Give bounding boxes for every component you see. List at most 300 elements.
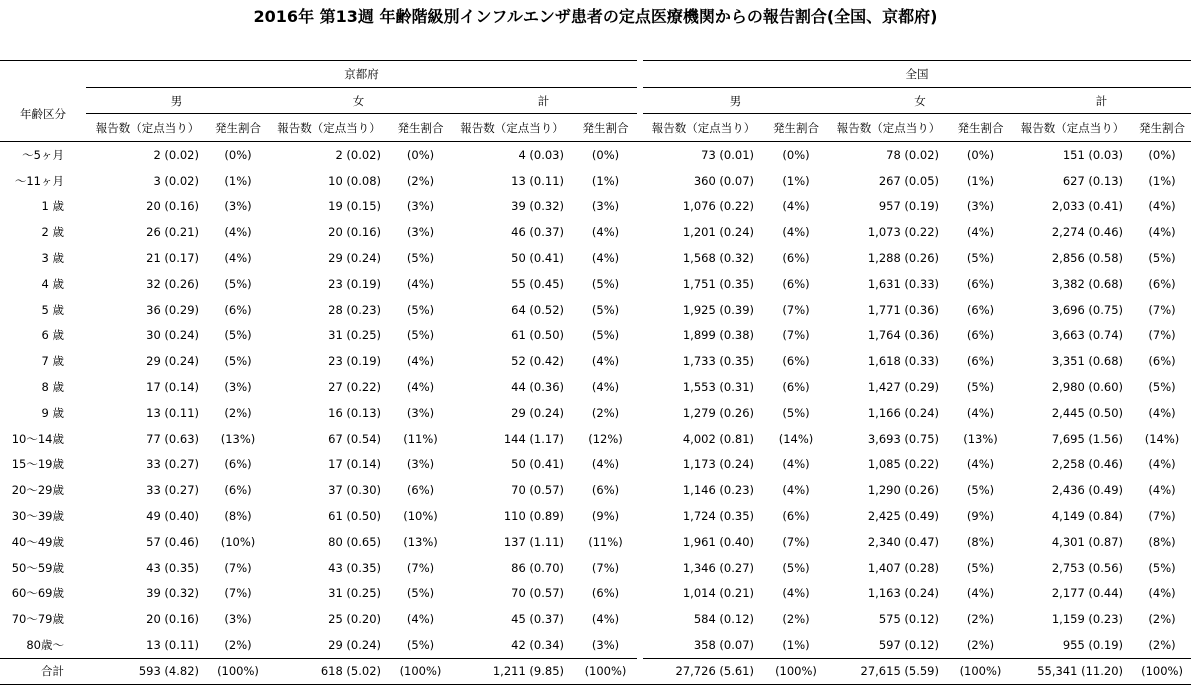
rate-cell: (11%): [403, 431, 438, 446]
count-cell: 4,002 (0.81): [682, 431, 754, 446]
rate-cell: (0%): [966, 147, 995, 162]
count-cell: 1,724 (0.35): [682, 509, 754, 524]
table-row: [0, 555, 1191, 581]
count-cell: 77 (0.63): [146, 431, 199, 446]
header-count: 報告数（定点当り）: [643, 114, 764, 142]
rate-cell: (5%): [966, 560, 995, 575]
count-cell: 2,753 (0.56): [1051, 560, 1123, 575]
count-cell: 2 (0.02): [335, 147, 381, 162]
rate-cell: (2%): [1148, 638, 1176, 653]
rate-cell: (4%): [782, 457, 810, 472]
count-cell: 42 (0.34): [511, 638, 564, 653]
rate-cell: (3%): [966, 199, 995, 214]
total-row: [0, 658, 1191, 684]
rate-cell: (5%): [406, 302, 435, 317]
rate-cell: (4%): [591, 457, 620, 472]
age-label: 50～59歳: [11, 560, 64, 575]
rate-cell: (5%): [966, 251, 995, 266]
count-cell: 28 (0.23): [328, 302, 381, 317]
rate-cell: (8%): [1148, 534, 1176, 549]
rate-cell: (6%): [782, 276, 810, 291]
count-cell: 1,407 (0.28): [867, 560, 939, 575]
table-row: [0, 400, 1191, 426]
header-rate: 発生割合: [949, 114, 1012, 142]
rate-cell: (4%): [966, 586, 995, 601]
header-blank: [0, 61, 86, 88]
rate-cell: (100%): [1133, 658, 1191, 684]
rate-cell: (6%): [966, 302, 995, 317]
count-cell: 1,346 (0.27): [682, 560, 754, 575]
header-count: 報告数（定点当り）: [86, 114, 209, 142]
count-cell: 3 (0.02): [153, 173, 199, 188]
rate-cell: (4%): [224, 225, 252, 240]
rate-cell: (5%): [406, 328, 435, 343]
rate-cell: (6%): [966, 354, 995, 369]
rate-cell: (7%): [224, 586, 252, 601]
count-cell: 1,553 (0.31): [682, 380, 754, 395]
rate-cell: (2%): [1148, 612, 1176, 627]
rate-cell: (1%): [782, 638, 810, 653]
table-body: [0, 142, 1191, 685]
count-cell: 78 (0.02): [886, 147, 939, 162]
rate-cell: (8%): [224, 509, 252, 524]
count-cell: 20 (0.16): [146, 199, 199, 214]
count-cell: 955 (0.19): [1062, 638, 1123, 653]
rate-cell: (5%): [966, 380, 995, 395]
rate-cell: (7%): [406, 560, 435, 575]
rate-cell: (4%): [406, 380, 435, 395]
header-national: 全国: [643, 61, 1191, 88]
rate-cell: (5%): [406, 638, 435, 653]
count-cell: 67 (0.54): [328, 431, 381, 446]
age-label: 15～19歳: [11, 457, 64, 472]
count-cell: 31 (0.25): [328, 586, 381, 601]
count-cell: 70 (0.57): [511, 586, 564, 601]
rate-cell: (6%): [224, 302, 252, 317]
count-cell: 1,288 (0.26): [867, 251, 939, 266]
header-rate: 発生割合: [574, 114, 637, 142]
rate-cell: (2%): [224, 405, 252, 420]
count-cell: 1,173 (0.24): [682, 457, 754, 472]
rate-cell: (4%): [591, 225, 620, 240]
rate-cell: (0%): [224, 147, 252, 162]
rate-cell: (5%): [224, 276, 252, 291]
rate-cell: (5%): [782, 560, 810, 575]
count-cell: 55,341 (11.20): [1012, 658, 1133, 684]
rate-cell: (6%): [966, 328, 995, 343]
count-cell: 30 (0.24): [146, 328, 199, 343]
count-cell: 7,695 (1.56): [1051, 431, 1123, 446]
count-cell: 1,764 (0.36): [867, 328, 939, 343]
rate-cell: (4%): [782, 199, 810, 214]
rate-cell: (2%): [591, 405, 620, 420]
rate-cell: (11%): [588, 534, 623, 549]
rate-cell: (7%): [1148, 302, 1176, 317]
age-label: 3 歳: [41, 251, 64, 266]
count-cell: 61 (0.50): [328, 509, 381, 524]
count-cell: 55 (0.45): [511, 276, 564, 291]
count-cell: 1,279 (0.26): [682, 405, 754, 420]
count-cell: 1,618 (0.33): [867, 354, 939, 369]
count-cell: 73 (0.01): [701, 147, 754, 162]
count-cell: 17 (0.14): [328, 457, 381, 472]
rate-cell: (2%): [966, 638, 995, 653]
rate-cell: (4%): [1148, 199, 1176, 214]
age-label: ～11ヶ月: [14, 173, 64, 188]
count-cell: 45 (0.37): [511, 612, 564, 627]
count-cell: 29 (0.24): [328, 251, 381, 266]
age-label: 4 歳: [41, 276, 64, 291]
table-row: [0, 529, 1191, 555]
rate-cell: (4%): [782, 483, 810, 498]
age-label: 1 歳: [41, 199, 64, 214]
rate-cell: (5%): [591, 328, 620, 343]
count-cell: 2,340 (0.47): [867, 534, 939, 549]
count-cell: 32 (0.26): [146, 276, 199, 291]
count-cell: 39 (0.32): [511, 199, 564, 214]
rate-cell: (3%): [591, 199, 620, 214]
rate-cell: (4%): [224, 251, 252, 266]
count-cell: 37 (0.30): [328, 483, 381, 498]
table-row: [0, 245, 1191, 271]
rate-cell: (6%): [782, 509, 810, 524]
count-cell: 110 (0.89): [503, 509, 564, 524]
rate-cell: (5%): [406, 251, 435, 266]
table-row: [0, 168, 1191, 194]
rate-cell: (4%): [966, 405, 995, 420]
count-cell: 144 (1.17): [503, 431, 564, 446]
count-cell: 151 (0.03): [1062, 147, 1123, 162]
count-cell: 43 (0.35): [328, 560, 381, 575]
rate-cell: (3%): [406, 405, 435, 420]
count-cell: 80 (0.65): [328, 534, 381, 549]
rate-cell: (100%): [209, 658, 267, 684]
rate-cell: (4%): [591, 380, 620, 395]
table-row: [0, 581, 1191, 607]
count-cell: 1,427 (0.29): [867, 380, 939, 395]
age-label: 30～39歳: [11, 509, 64, 524]
rate-cell: (4%): [1148, 457, 1176, 472]
count-cell: 1,163 (0.24): [867, 586, 939, 601]
count-cell: 360 (0.07): [693, 173, 754, 188]
rate-cell: (4%): [406, 612, 435, 627]
count-cell: 2,274 (0.46): [1051, 225, 1123, 240]
age-label: 80歳～: [26, 638, 64, 653]
count-cell: 43 (0.35): [146, 560, 199, 575]
rate-cell: (100%): [949, 658, 1012, 684]
rate-cell: (100%): [574, 658, 637, 684]
rate-cell: (3%): [224, 380, 252, 395]
rate-cell: (3%): [406, 199, 435, 214]
count-cell: 627 (0.13): [1062, 173, 1123, 188]
table-row: [0, 503, 1191, 529]
header-rate: 発生割合: [391, 114, 450, 142]
header-kyoto-total: 計: [450, 88, 637, 114]
age-label: 40～49歳: [11, 534, 64, 549]
count-cell: 33 (0.27): [146, 457, 199, 472]
rate-cell: (5%): [1148, 380, 1176, 395]
count-cell: 29 (0.24): [328, 638, 381, 653]
count-cell: 1,014 (0.21): [682, 586, 754, 601]
count-cell: 1,733 (0.35): [682, 354, 754, 369]
count-cell: 50 (0.41): [511, 251, 564, 266]
header-kyoto-female: 女: [267, 88, 450, 114]
rate-cell: (5%): [1148, 560, 1176, 575]
count-cell: 597 (0.12): [878, 638, 939, 653]
count-cell: 137 (1.11): [503, 534, 564, 549]
age-label: 9 歳: [41, 405, 64, 420]
rate-cell: (4%): [591, 612, 620, 627]
count-cell: 2,445 (0.50): [1051, 405, 1123, 420]
age-label: ～5ヶ月: [22, 147, 64, 162]
rate-cell: (9%): [966, 509, 995, 524]
table-row: [0, 374, 1191, 400]
age-label: 20～29歳: [11, 483, 64, 498]
count-cell: 2,436 (0.49): [1051, 483, 1123, 498]
rate-cell: (0%): [591, 147, 620, 162]
rate-cell: (6%): [1148, 276, 1176, 291]
rate-cell: (6%): [782, 251, 810, 266]
table-row: [0, 477, 1191, 503]
age-label: 合計: [0, 658, 86, 684]
header-count: 報告数（定点当り）: [450, 114, 574, 142]
count-cell: 618 (5.02): [267, 658, 391, 684]
count-cell: 29 (0.24): [146, 354, 199, 369]
count-cell: 17 (0.14): [146, 380, 199, 395]
rate-cell: (6%): [406, 483, 435, 498]
age-label: 60～69歳: [11, 586, 64, 601]
count-cell: 1,925 (0.39): [682, 302, 754, 317]
count-cell: 27 (0.22): [328, 380, 381, 395]
rate-cell: (100%): [764, 658, 828, 684]
count-cell: 33 (0.27): [146, 483, 199, 498]
count-cell: 2,425 (0.49): [867, 509, 939, 524]
count-cell: 1,290 (0.26): [867, 483, 939, 498]
table-row: [0, 219, 1191, 245]
count-cell: 57 (0.46): [146, 534, 199, 549]
rate-cell: (6%): [591, 586, 620, 601]
count-cell: 1,085 (0.22): [867, 457, 939, 472]
count-cell: 2,856 (0.58): [1051, 251, 1123, 266]
count-cell: 31 (0.25): [328, 328, 381, 343]
count-cell: 1,961 (0.40): [682, 534, 754, 549]
rate-cell: (4%): [782, 586, 810, 601]
rate-cell: (10%): [220, 534, 256, 549]
count-cell: 593 (4.82): [86, 658, 209, 684]
count-cell: 1,631 (0.33): [867, 276, 939, 291]
count-cell: 1,159 (0.23): [1051, 612, 1123, 627]
rate-cell: (5%): [782, 405, 810, 420]
count-cell: 21 (0.17): [146, 251, 199, 266]
rate-cell: (4%): [782, 225, 810, 240]
count-cell: 36 (0.29): [146, 302, 199, 317]
count-cell: 1,751 (0.35): [682, 276, 754, 291]
header-age-group: 年齢区分: [0, 88, 86, 142]
rate-cell: (1%): [224, 173, 252, 188]
count-cell: 4,301 (0.87): [1051, 534, 1123, 549]
rate-cell: (6%): [782, 354, 810, 369]
count-cell: 584 (0.12): [693, 612, 754, 627]
count-cell: 267 (0.05): [878, 173, 939, 188]
rate-cell: (3%): [224, 199, 252, 214]
count-cell: 2,980 (0.60): [1051, 380, 1123, 395]
count-cell: 3,696 (0.75): [1051, 302, 1123, 317]
rate-cell: (6%): [782, 380, 810, 395]
table-row: [0, 142, 1191, 168]
rate-cell: (13%): [963, 431, 998, 446]
rate-cell: (2%): [966, 612, 995, 627]
rate-cell: (6%): [1148, 354, 1176, 369]
count-cell: 39 (0.32): [146, 586, 199, 601]
age-label: 7 歳: [41, 354, 64, 369]
count-cell: 358 (0.07): [693, 638, 754, 653]
age-label: 8 歳: [41, 380, 64, 395]
count-cell: 13 (0.11): [146, 405, 199, 420]
rate-cell: (0%): [1148, 147, 1176, 162]
count-cell: 1,568 (0.32): [682, 251, 754, 266]
count-cell: 70 (0.57): [511, 483, 564, 498]
header-count: 報告数（定点当り）: [828, 114, 949, 142]
rate-cell: (5%): [591, 302, 620, 317]
count-cell: 3,663 (0.74): [1051, 328, 1123, 343]
page-title: 2016年 第13週 年齢階級別インフルエンザ患者の定点医療機関からの報告割合(全国、京都府): [253, 7, 938, 26]
rate-cell: (13%): [403, 534, 438, 549]
rate-cell: (5%): [966, 483, 995, 498]
table-row: [0, 452, 1191, 478]
count-cell: 3,382 (0.68): [1051, 276, 1123, 291]
count-cell: 23 (0.19): [328, 276, 381, 291]
table-row: [0, 323, 1191, 349]
rate-cell: (5%): [224, 354, 252, 369]
rate-cell: (9%): [591, 509, 620, 524]
age-label: 5 歳: [41, 302, 64, 317]
count-cell: 29 (0.24): [511, 405, 564, 420]
rate-cell: (4%): [1148, 586, 1176, 601]
count-cell: 46 (0.37): [511, 225, 564, 240]
rate-cell: (13%): [220, 431, 256, 446]
count-cell: 1,073 (0.22): [867, 225, 939, 240]
count-cell: 4,149 (0.84): [1051, 509, 1123, 524]
rate-cell: (4%): [1148, 405, 1176, 420]
count-cell: 2,033 (0.41): [1051, 199, 1123, 214]
rate-cell: (0%): [406, 147, 435, 162]
count-cell: 20 (0.16): [146, 612, 199, 627]
header-rate: 発生割合: [764, 114, 828, 142]
rate-cell: (4%): [406, 354, 435, 369]
rate-cell: (4%): [1148, 225, 1176, 240]
rate-cell: (3%): [224, 612, 252, 627]
age-label: 6 歳: [41, 328, 64, 343]
age-label: 70～79歳: [11, 612, 64, 627]
header-national-male: 男: [643, 88, 828, 114]
header-count: 報告数（定点当り）: [1012, 114, 1133, 142]
rate-cell: (4%): [1148, 483, 1176, 498]
rate-cell: (7%): [591, 560, 620, 575]
rate-cell: (1%): [966, 173, 995, 188]
count-cell: 1,146 (0.23): [682, 483, 754, 498]
header-rate: 発生割合: [209, 114, 267, 142]
count-cell: 86 (0.70): [511, 560, 564, 575]
rate-cell: (5%): [224, 328, 252, 343]
count-cell: 1,771 (0.36): [867, 302, 939, 317]
rate-cell: (7%): [1148, 328, 1176, 343]
count-cell: 2 (0.02): [153, 147, 199, 162]
count-cell: 49 (0.40): [146, 509, 199, 524]
rate-cell: (8%): [966, 534, 995, 549]
rate-cell: (6%): [224, 483, 252, 498]
header-national-female: 女: [828, 88, 1012, 114]
header-kyoto: 京都府: [86, 61, 637, 88]
rate-cell: (10%): [403, 509, 438, 524]
count-cell: 64 (0.52): [511, 302, 564, 317]
count-cell: 25 (0.20): [328, 612, 381, 627]
count-cell: 2,258 (0.46): [1051, 457, 1123, 472]
table-row: [0, 426, 1191, 452]
rate-cell: (6%): [966, 276, 995, 291]
count-cell: 44 (0.36): [511, 380, 564, 395]
rate-cell: (2%): [782, 612, 810, 627]
rate-cell: (14%): [1144, 431, 1180, 446]
rate-cell: (4%): [966, 225, 995, 240]
rate-cell: (7%): [782, 302, 810, 317]
count-cell: 27,615 (5.59): [828, 658, 949, 684]
count-cell: 52 (0.42): [511, 354, 564, 369]
rate-cell: (7%): [1148, 509, 1176, 524]
rate-cell: (4%): [591, 354, 620, 369]
age-label: 2 歳: [41, 225, 64, 240]
count-cell: 3,351 (0.68): [1051, 354, 1123, 369]
rate-cell: (1%): [1148, 173, 1176, 188]
count-cell: 13 (0.11): [146, 638, 199, 653]
table-row: [0, 297, 1191, 323]
count-cell: 61 (0.50): [511, 328, 564, 343]
count-cell: 1,899 (0.38): [682, 328, 754, 343]
header-row-region: [0, 61, 1191, 88]
count-cell: 1,201 (0.24): [682, 225, 754, 240]
rate-cell: (6%): [224, 457, 252, 472]
rate-cell: (7%): [782, 534, 810, 549]
count-cell: 3,693 (0.75): [867, 431, 939, 446]
influenza-age-table: [0, 60, 1191, 685]
rate-cell: (1%): [782, 173, 810, 188]
rate-cell: (4%): [966, 457, 995, 472]
count-cell: 26 (0.21): [146, 225, 199, 240]
header-count: 報告数（定点当り）: [267, 114, 391, 142]
count-cell: 16 (0.13): [328, 405, 381, 420]
age-label: 10～14歳: [11, 431, 64, 446]
table-row: [0, 194, 1191, 220]
rate-cell: (7%): [224, 560, 252, 575]
rate-cell: (5%): [406, 586, 435, 601]
table-row: [0, 632, 1191, 658]
count-cell: 50 (0.41): [511, 457, 564, 472]
count-cell: 1,076 (0.22): [682, 199, 754, 214]
count-cell: 13 (0.11): [511, 173, 564, 188]
rate-cell: (5%): [591, 276, 620, 291]
count-cell: 957 (0.19): [878, 199, 939, 214]
count-cell: 27,726 (5.61): [643, 658, 764, 684]
rate-cell: (0%): [782, 147, 810, 162]
rate-cell: (4%): [591, 251, 620, 266]
rate-cell: (1%): [591, 173, 620, 188]
rate-cell: (3%): [591, 638, 620, 653]
count-cell: 1,211 (9.85): [450, 658, 574, 684]
rate-cell: (3%): [406, 457, 435, 472]
rate-cell: (5%): [1148, 251, 1176, 266]
table-row: [0, 606, 1191, 632]
rate-cell: (7%): [782, 328, 810, 343]
header-national-total: 計: [1012, 88, 1191, 114]
